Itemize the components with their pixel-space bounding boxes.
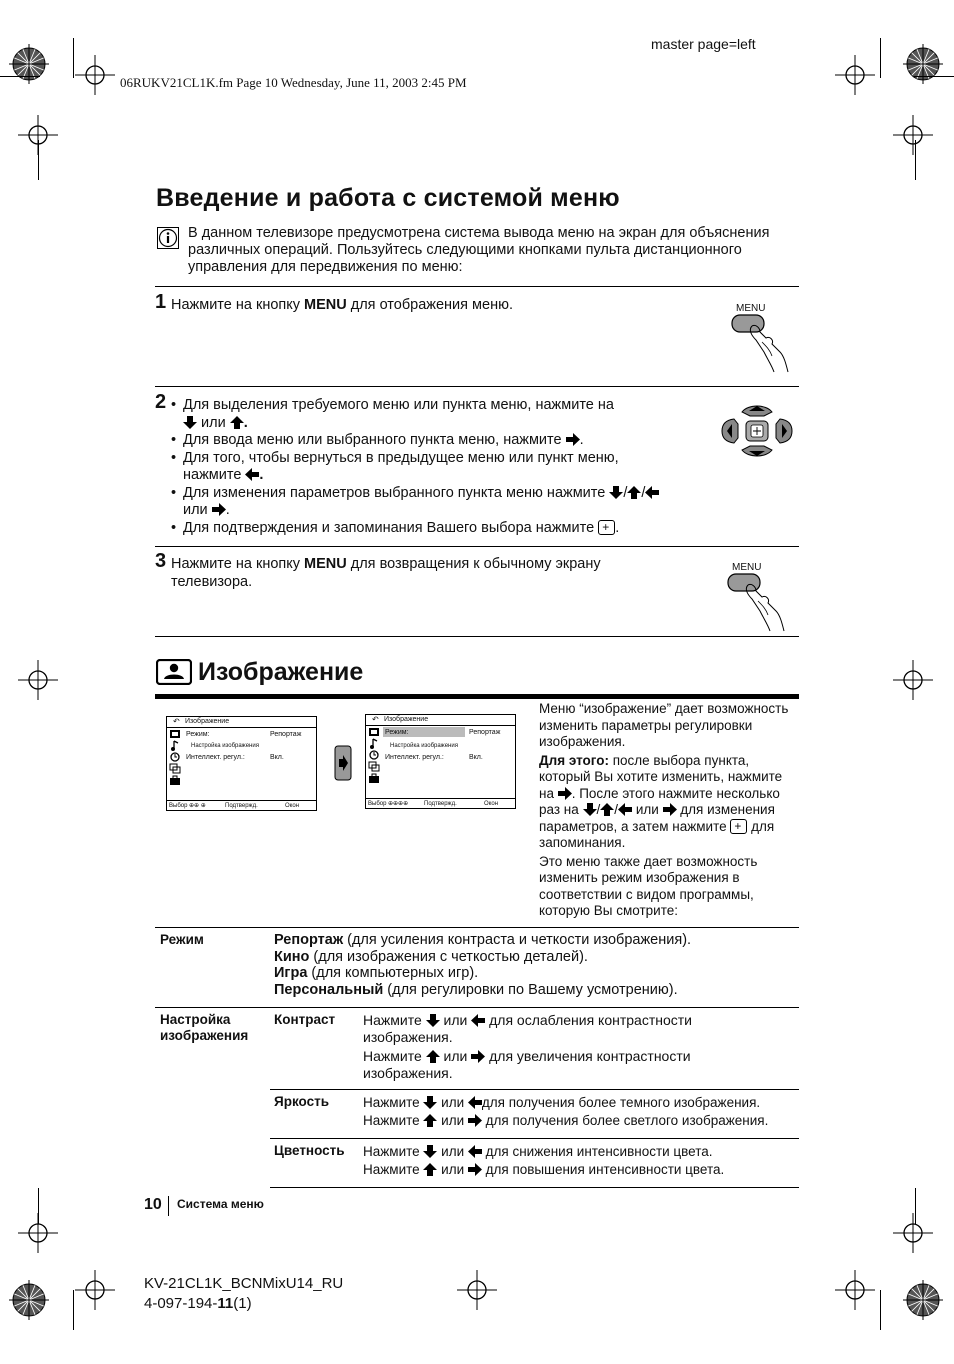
tv-menu-screen-selected: ↶ Изображение Режим: Репортаж Настройка изображения Интеллект. регул.: Вкл. Выбор ⊕⊕⊕⊕ Подтвержд. Окон: [365, 714, 516, 809]
menu-button-hand-icon: [726, 571, 788, 633]
arrow-right-icon: [212, 503, 226, 516]
contrast-instructions: Нажмите или для ослабления контрастности изображения. Нажмите или для увеличения контрастности изображения.: [363, 1012, 692, 1081]
step-number: 3: [155, 550, 167, 572]
registration-mark-icon: [9, 1280, 49, 1320]
arrow-up-icon: [230, 416, 244, 429]
crosshair-icon: [457, 1270, 497, 1310]
crosshair-icon: [893, 1213, 933, 1253]
mode-label: Режим: [160, 932, 204, 947]
trim-line: [915, 1188, 916, 1224]
registration-mark-icon: [903, 1280, 943, 1320]
arrow-up-icon: [600, 803, 614, 816]
arrow-left-icon: [618, 803, 632, 816]
arrow-right-icon: [566, 433, 580, 446]
arrow-left-icon: [468, 1145, 482, 1158]
menu-button-label: MENU: [736, 303, 766, 314]
arrow-left-icon: [471, 1014, 485, 1027]
section-title: Изображение: [198, 658, 364, 686]
brightness-instructions: Нажмите или для получения более темного изображения. Нажмите или для получения более светлого изображения.: [363, 1095, 769, 1128]
ok-button-icon: [730, 819, 747, 834]
mode-options: Репортаж (для усиления контраста и четкости изображения). Кино (для изображения с четкостью деталей). Игра (для компьютерных игр). Персональный (для регулировки по Вашему усмотрению).: [274, 932, 692, 998]
step-1-text: Нажмите на кнопку MENU для отображения меню.: [171, 297, 513, 313]
master-page-note: master page=left: [651, 36, 756, 52]
section-rule: [155, 694, 799, 699]
crosshair-icon: [893, 115, 933, 155]
navigation-pad-icon: [720, 402, 794, 460]
trim-line: [73, 38, 74, 78]
picture-menu-description: Меню “изображение” дает возможность изменить параметры регулировки изображения. Для этого: после выбора пункта, который Вы хотите изменить, нажмите на . После этого нажмите несколько раз на / / или для изменения параметров, а затем нажмите + для запоминания. Это меню также дает возможность изменить режим изображения в соответствии с видом программы, которую Вы смотрите:: [539, 701, 799, 922]
divider: [155, 546, 799, 547]
arrow-down-icon: [423, 1096, 437, 1109]
trim-line: [38, 1188, 39, 1224]
menu-button-label: MENU: [732, 562, 762, 573]
arrow-down-icon: [423, 1145, 437, 1158]
arrow-right-icon: [471, 1050, 485, 1063]
arrow-up-icon: [627, 486, 641, 499]
color-label: Цветность: [274, 1143, 345, 1158]
picture-menu-icon: [156, 659, 192, 685]
step-3-text: Нажмите на кнопку MENU для возвращения к обычному экрану телевизора.: [171, 556, 601, 590]
arrow-up-icon: [423, 1114, 437, 1127]
return-icon: ↶: [372, 715, 379, 724]
crosshair-icon: [835, 55, 875, 95]
arrow-down-icon: [183, 416, 197, 429]
table-divider: [270, 1187, 799, 1188]
step-number: 1: [155, 291, 167, 313]
crosshair-icon: [75, 1270, 115, 1310]
part-number: 4-097-194-11(1): [144, 1295, 252, 1312]
arrow-right-icon: [558, 787, 572, 800]
step-2-text: • Для выделения требуемого меню или пункта меню, нажмите на или . • Для ввода меню или выбранного пункта меню, нажмите . • Для того, чтобы вернуться в предыдущее меню или пункт меню, нажмите . • Для изменения параметров выбранного пункта меню нажмите / / или . • Для подтверждения и запоминания Вашего выбора нажмите +.: [171, 397, 711, 537]
crosshair-icon: [893, 660, 933, 700]
ok-button-icon: [598, 520, 615, 535]
info-icon: [157, 227, 179, 249]
divider: [155, 286, 799, 287]
table-divider: [155, 1007, 799, 1008]
arrow-right-icon: [468, 1114, 482, 1127]
model-code: KV-21CL1K_BCNMixU14_RU: [144, 1275, 344, 1292]
table-divider: [155, 927, 799, 928]
arrow-up-icon: [426, 1050, 440, 1063]
contrast-label: Контраст: [274, 1012, 336, 1027]
return-icon: ↶: [173, 717, 180, 726]
trim-line: [880, 1290, 881, 1330]
divider: [155, 386, 799, 387]
arrow-left-icon: [468, 1096, 482, 1109]
arrow-down-icon: [609, 486, 623, 499]
trim-line: [914, 76, 954, 77]
arrow-down-icon: [583, 803, 597, 816]
table-divider: [270, 1089, 799, 1090]
picture-adjust-label: Настройка изображения: [160, 1012, 249, 1043]
menu-button-hand-icon: [730, 312, 792, 374]
page-title: Введение и работа с системой меню: [156, 184, 620, 212]
intro-text: В данном телевизоре предусмотрена система вывода меню на экран для объяснения различных операций. Пользуйтесь следующими кнопками пульта дистанционного управления для передвижения по меню:: [188, 225, 770, 275]
footer-section: Система меню: [177, 1197, 264, 1211]
arrow-right-icon: [468, 1163, 482, 1176]
trim-line: [38, 140, 39, 180]
trim-line: [73, 1290, 74, 1330]
arrow-down-icon: [426, 1014, 440, 1027]
footer-divider: [168, 1196, 169, 1216]
crosshair-icon: [75, 55, 115, 95]
registration-mark-icon: [903, 44, 943, 84]
file-info: 06RUKV21CL1K.fm Page 10 Wednesday, June 11, 2003 2:45 PM: [120, 75, 467, 90]
trim-line: [0, 76, 40, 77]
color-instructions: Нажмите или для снижения интенсивности цвета. Нажмите или для повышения интенсивности цвета.: [363, 1144, 725, 1177]
arrow-left-icon: [645, 486, 659, 499]
brightness-label: Яркость: [274, 1094, 330, 1109]
tv-menu-category-icons: [169, 729, 181, 789]
tv-menu-header: Изображение: [185, 718, 230, 725]
divider: [155, 636, 799, 637]
registration-mark-icon: [9, 44, 49, 84]
arrow-left-icon: [245, 468, 259, 481]
arrow-up-icon: [423, 1163, 437, 1176]
arrow-right-icon: [663, 803, 677, 816]
trim-line: [880, 38, 881, 78]
trim-line: [915, 140, 916, 180]
page-number: 10: [144, 1196, 162, 1213]
arrow-right-icon: [334, 745, 352, 781]
tv-menu-category-icons: [368, 727, 380, 787]
step-number: 2: [155, 391, 167, 413]
crosshair-icon: [18, 660, 58, 700]
crosshair-icon: [835, 1270, 875, 1310]
table-divider: [270, 1138, 799, 1139]
tv-menu-screen: ↶ Изображение Режим: Репортаж Настройка изображения Интеллект. регул.: Вкл. Выбор ⊕⊕ ⊕ Подтвержд. Окон: [166, 716, 317, 811]
